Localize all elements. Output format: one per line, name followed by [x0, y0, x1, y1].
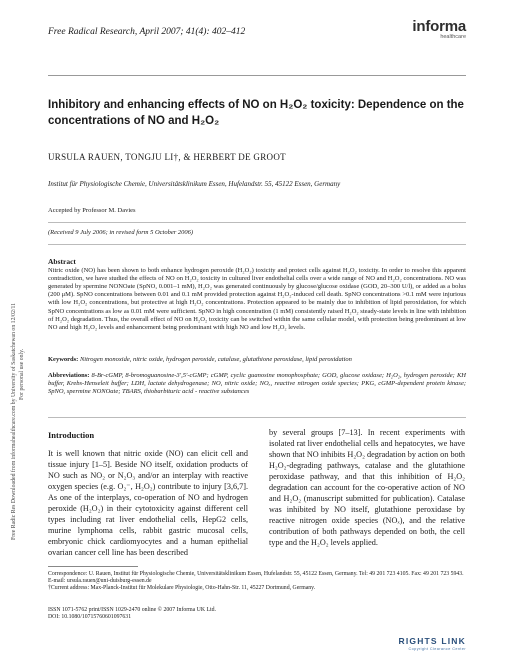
publisher-logo: [412, 19, 466, 40]
rightslink-sub: Copyright Clearance Center: [408, 647, 466, 651]
author-affiliation: Institut für Physiologische Chemie, Universitätsklinikum Essen, Hufelandstr. 55, 45122 Essen, Germany: [48, 180, 341, 188]
abstract-text: Nitric oxide (NO) has been shown to both enhance hydrogen peroxide (H₂O₂) toxicity and protect cells against H₂O₂ toxicity. In order to resolve this apparent contradiction, we have studied the effects of NO on H₂O₂ toxicity in cultured liver endothelial cells over a wide range of NO and H₂O₂ concentrations. NO was generated by spermine NONOate (SpNO, 0.001–1 mM), H₂O₂ was generated continuously by glucose/glucose oxidase (GOD, 20–300 U/l), or added as a bolus (200 μM). SpNO concentrations between 0.01 and 0.1 mM provided protection against H₂O₂-induced cell death. SpNO concentrations >0.1 mM were injurious with low H₂O₂ concentrations, but protective at high H₂O₂ concentrations. Protection appeared to be mainly due to inhibition of lipid peroxidation, for which SpNO concentrations as low as 0.01 mM were sufficient. SpNO in high concentration (1 mM) consistently raised H₂O₂ steady-state levels in line with inhibition of H₂O₂ degradation. Thus, the overall effect of NO on H₂O₂ toxicity can be switched within the same cellular model, with protection being predominant at low NO and high H₂O₂ levels and enhancement being predominant with high NO and low H₂O₂ levels.: [48, 267, 466, 331]
correspondence-text: Correspondence: U. Rauen, Institut für Physiologische Chemie, Universitätsklinikum Essen, Hufelandstr. 55, 45122 Essen, Germany. Tel: 49 201 723 4105. Fax: 49 201 723 5943. E-mail: ursula.rauen@uni-duisburg-essen.de: [48, 571, 464, 585]
accepted-by: Accepted by Professor M. Davies: [48, 207, 136, 214]
current-address-text: †Current address: Max-Planck-Institut für Molekulare Physiologie, Otto-Hahn-Str. 11, 45227 Dortmund, Germany.: [48, 585, 316, 592]
introduction-text-right: by several groups [7–13]. In recent experiments with isolated rat liver endothelial cells and hepatocytes, we have shown that NO inhibits H₂O₂ degradation by action on both H₂O₂-degrading pathways, catalase and the glutathione peroxidase pathway, and that this inhibition of H₂O₂ degradation can account for the co-operative action of NO and H₂O₂ (manuscript submitted for publication). Catalase was inhibited by NO itself, glutathione peroxidase by reactive nitrogen oxide species (NOₓ), and the relative contribution of both pathways depended on both, the cell type and the H₂O₂ levels applied.: [269, 428, 465, 548]
rightslink-logo[interactable]: RIGHTS LINK: [398, 636, 466, 646]
watermark-line-download: Free Radic Res Downloaded from informahealthcare.com by University of Saskatchewan on 12/02/11: [11, 302, 17, 540]
download-watermark: [9, 100, 33, 540]
publication-info: [48, 607, 348, 621]
abstract-section: [48, 258, 466, 332]
publisher-logo-sub: healthcare: [440, 34, 466, 40]
journal-citation: Free Radical Research, April 2007; 41(4): 402–412: [48, 27, 246, 37]
doi-text: DOI: 10.1080/10715760601097631: [48, 614, 132, 621]
correspondence-footnote: [48, 571, 468, 593]
header-divider: [48, 75, 466, 76]
watermark-line-personal-use: For personal use only.: [19, 348, 25, 400]
divider: [48, 244, 466, 245]
body-column-left: [48, 427, 248, 559]
abbreviations-label: Abbreviations:: [48, 372, 90, 379]
introduction-heading: Introduction: [48, 430, 95, 440]
publisher-logo-name: informa: [412, 18, 466, 35]
divider: [48, 222, 466, 223]
keywords-section: [48, 356, 466, 364]
footnote-divider: [48, 566, 138, 567]
issn-text: ISSN 1071-5762 print/ISSN 1029-2470 online © 2007 Informa UK Ltd.: [48, 607, 216, 613]
abbreviations-text: 8-Br-cGMP, 8-bromoguanosine-3′,5′-cGMP; cGMP, cyclic guanosine monophosphate; GOD, glucose oxidase; H₂O₂, hydrogen peroxide; KH buffer, Krebs-Henseleit buffer; LDH, lactate dehydrogenase; NO, nitric oxide; NOₓ, reactive nitrogen oxide species; PKG, cGMP-dependent protein kinase; SpNO, spermine NONOate; TBARS, thiobarbituric acid - reactive substances: [48, 372, 466, 395]
introduction-text-left: It is well known that nitric oxide (NO) can elicit cell and tissue injury [1–5]. Beside NO itself, oxidation products of NO such as NO₂ or N₂O₃ and/or an interplay with reactive oxygen species (e.g. O₂⁻, H₂O₂) contribute to injury [3,6,7]. As one of the interplays, co-operation of NO and hydrogen peroxide (H₂O₂) in their cytotoxicity against different cell types including rat liver endothelial cells, HepG2 cells, murine lymphoma cells, rabbit gastric mucosal cells, embryonic chick cardiomyocytes and a human epithelial ovarian cancer cell line has been described: [48, 449, 248, 558]
author-list: URSULA RAUEN, TONGJU LI†, & HERBERT DE GROOT: [48, 152, 286, 162]
received-dates: (Received 9 July 2006; in revised form 5 October 2006): [48, 229, 194, 236]
divider: [48, 417, 466, 418]
keywords-text: Nitrogen monoxide, nitric oxide, hydrogen peroxide, catalase, glutathione peroxidase, lipid peroxidation: [79, 356, 352, 363]
paper-title: Inhibitory and enhancing effects of NO on H₂O₂ toxicity: Dependence on the concentrations of NO and H₂O₂: [48, 99, 464, 127]
body-column-right: [269, 427, 465, 549]
keywords-label: Keywords:: [48, 356, 79, 363]
abstract-heading: Abstract: [48, 257, 76, 266]
abbreviations-section: [48, 372, 466, 396]
